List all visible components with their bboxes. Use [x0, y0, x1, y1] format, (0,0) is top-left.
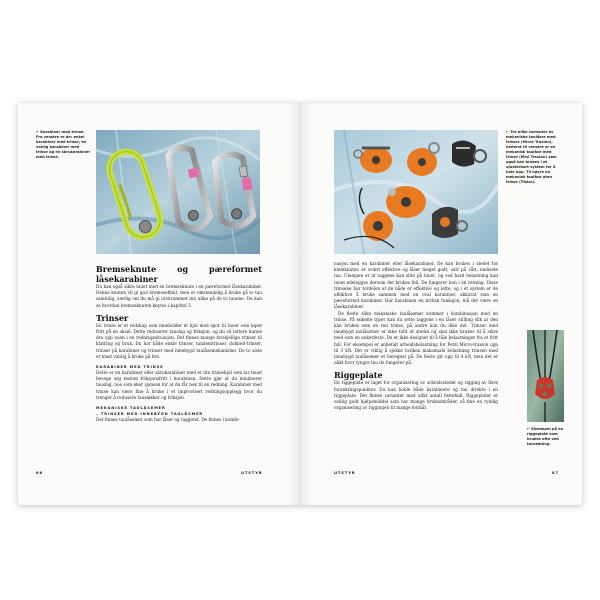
heading-bremseknute: Bremseknute og pæreformet låsekarabiner: [96, 264, 262, 284]
para-mekaniske-taulaser: De fleste slike mekaniske taulåsemer kommer i kombinasjon med en trinse. På enkelte typer kan du sette taggene i en låser stilling slik at den kan brukes som en ren trinse, på andre kan du ikke det. Trinser med innebygd taulåsemer er ikke fullt ut sterke og skal ikke brukes til å sikre med som en ankerfeste. De er ikke designet til å tåle belastninger fra et fritt fall. For eksempel er anbefalt arbeidsbelastning for Petzl Micro-traxion opp til 3 kN. Det er viktig å sjekke hvilken maksimale belastning trinsen med innebygd taulåsemer er beregnet på. De fleste gir opp til 4 kN, men det er ulikt hvor tyngre tau de fungerer på.: [334, 310, 498, 366]
rigging-plate-caption: ← Eksempel på en riggeplate som brukes ofte ved tauredning.: [527, 427, 564, 446]
left-page-number: 86: [36, 470, 43, 475]
heading-mekaniske-2: – TRINSER MED INNEBYGD TAULÅSMER: [96, 412, 204, 417]
para-riggeplate: En riggeplate er laget for organisering av arbeidsstedet og rigging av flere forankringspunkter. Du kan koble både karabinere og tau direkte i en riggeplate. Det finnes varianter med ulikt antall festehull. Riggeplater er veldig godt hjelpemiddel som har mange bruksområder, så fine en ryddig organisering av riggingen til mange formål.: [334, 380, 498, 411]
para-karabiner-med-trinse: Dette er en karabiner eller skrukarabiner med et lite trinsehjul som lar tauet bevege seg nesten friksjonsfritt i karabinen. Dette gjør at du minimerer tauslag, noe som øker sjansen for at du får nok til en redning. Karabiner med trinse kan være fine å bruke i et improvisert redningsopplegg hvor du trenger å redusere tausløkker og friksjon.: [96, 370, 262, 400]
heading-karabiner-med-trinse: KARABINER MED TRINSE: [96, 365, 164, 370]
left-photo-caption: ← Karabiner med trinse. Fra venstre er de: enkel karabiner med trinse, en vanlig karabiner med trinse og en skrukarabiner med trinse.: [36, 130, 91, 159]
left-text-column: [96, 264, 262, 423]
right-page-number: 87: [552, 470, 559, 475]
left-running-head: UTSTYR: [241, 470, 263, 475]
para-fortsettelse: nasjon med en karabiner eller låsekarabiner. De kan brukes i stedet for klemknuter, er svært effektive og låser meget godt, selv på vått, nedisete tau. Ulempen er at taggene kan slite på tauet, og ved hard belastning kan tauet ødelegges dersom det brukes feil. De fungerer kun i én retning. Disse trinsene har fordelen at de både er effektive og lette, og i et system er de effektive å bruke sammen med en oval karabiner, akkurat som en pæreformet karabiner. Har karabinen en kritisk funksjon, må det være en låsekarabiner.: [334, 261, 498, 310]
heading-mekaniske-1: MEKANISKE TAULÅSEMER: [96, 406, 166, 411]
para-bremseknute: Du kan også sikre tauet med en bremseknute i en pæreformet låsekarabiner. Denne knuten vil gi god bremseeffekt, men er omstendelig å bruke på to tau samtidig, særlig om du må gi ut/strammer inn ulike på de to tauene. Du kan se hvordan bremseknuten knytes i kapittel 3.: [96, 284, 262, 308]
right-text-column: [334, 261, 498, 411]
pulley-middle: [386, 186, 426, 218]
para-mekaniske: Det finnes taulåsemer som har låser og taggeter. De finnes i kombi-: [96, 417, 240, 423]
right-running-head: UTSTYR: [334, 470, 356, 475]
right-photo-caption: ← Tre ulike varianter av mekaniske taulåser med trinser (Micro Traxion), nederst til venstre er en mekanisk taulåse med trinse (Mini Traxion) som også kan brukes i et ujusterbart system for å hale opp. Til høyre en mekanisk taulåse uten trinse (Tibloc).: [506, 130, 557, 184]
heading-trinser: Trinser: [96, 312, 129, 323]
right-page: [300, 103, 582, 505]
book-spread: [18, 103, 582, 505]
heading-riggeplate: Riggeplate: [334, 370, 383, 381]
para-trinser: En trinse er et redskap som inneholder et hjul med spor til tauet som løper fritt på en aksel. Dette reduserer tauslag og friksjon, og du vil lettere kunne dra opp noen i en redningssituasjon. Det finnes mange forskjellige trinser til klatring og bruk. Du har både enkle trinser, tandemtrinser, dobbelt-trinser, trinser på karabiner og trinser med innebygd taulåsemekanisme. De to siste er mest vanlig å bruke på bre.: [96, 322, 262, 359]
rigging-plate: [535, 377, 555, 399]
pulleys-photo: [334, 130, 498, 254]
carabiners-photo: [96, 130, 260, 254]
rigging-plate-photo: [527, 330, 564, 422]
left-page: [18, 103, 300, 505]
